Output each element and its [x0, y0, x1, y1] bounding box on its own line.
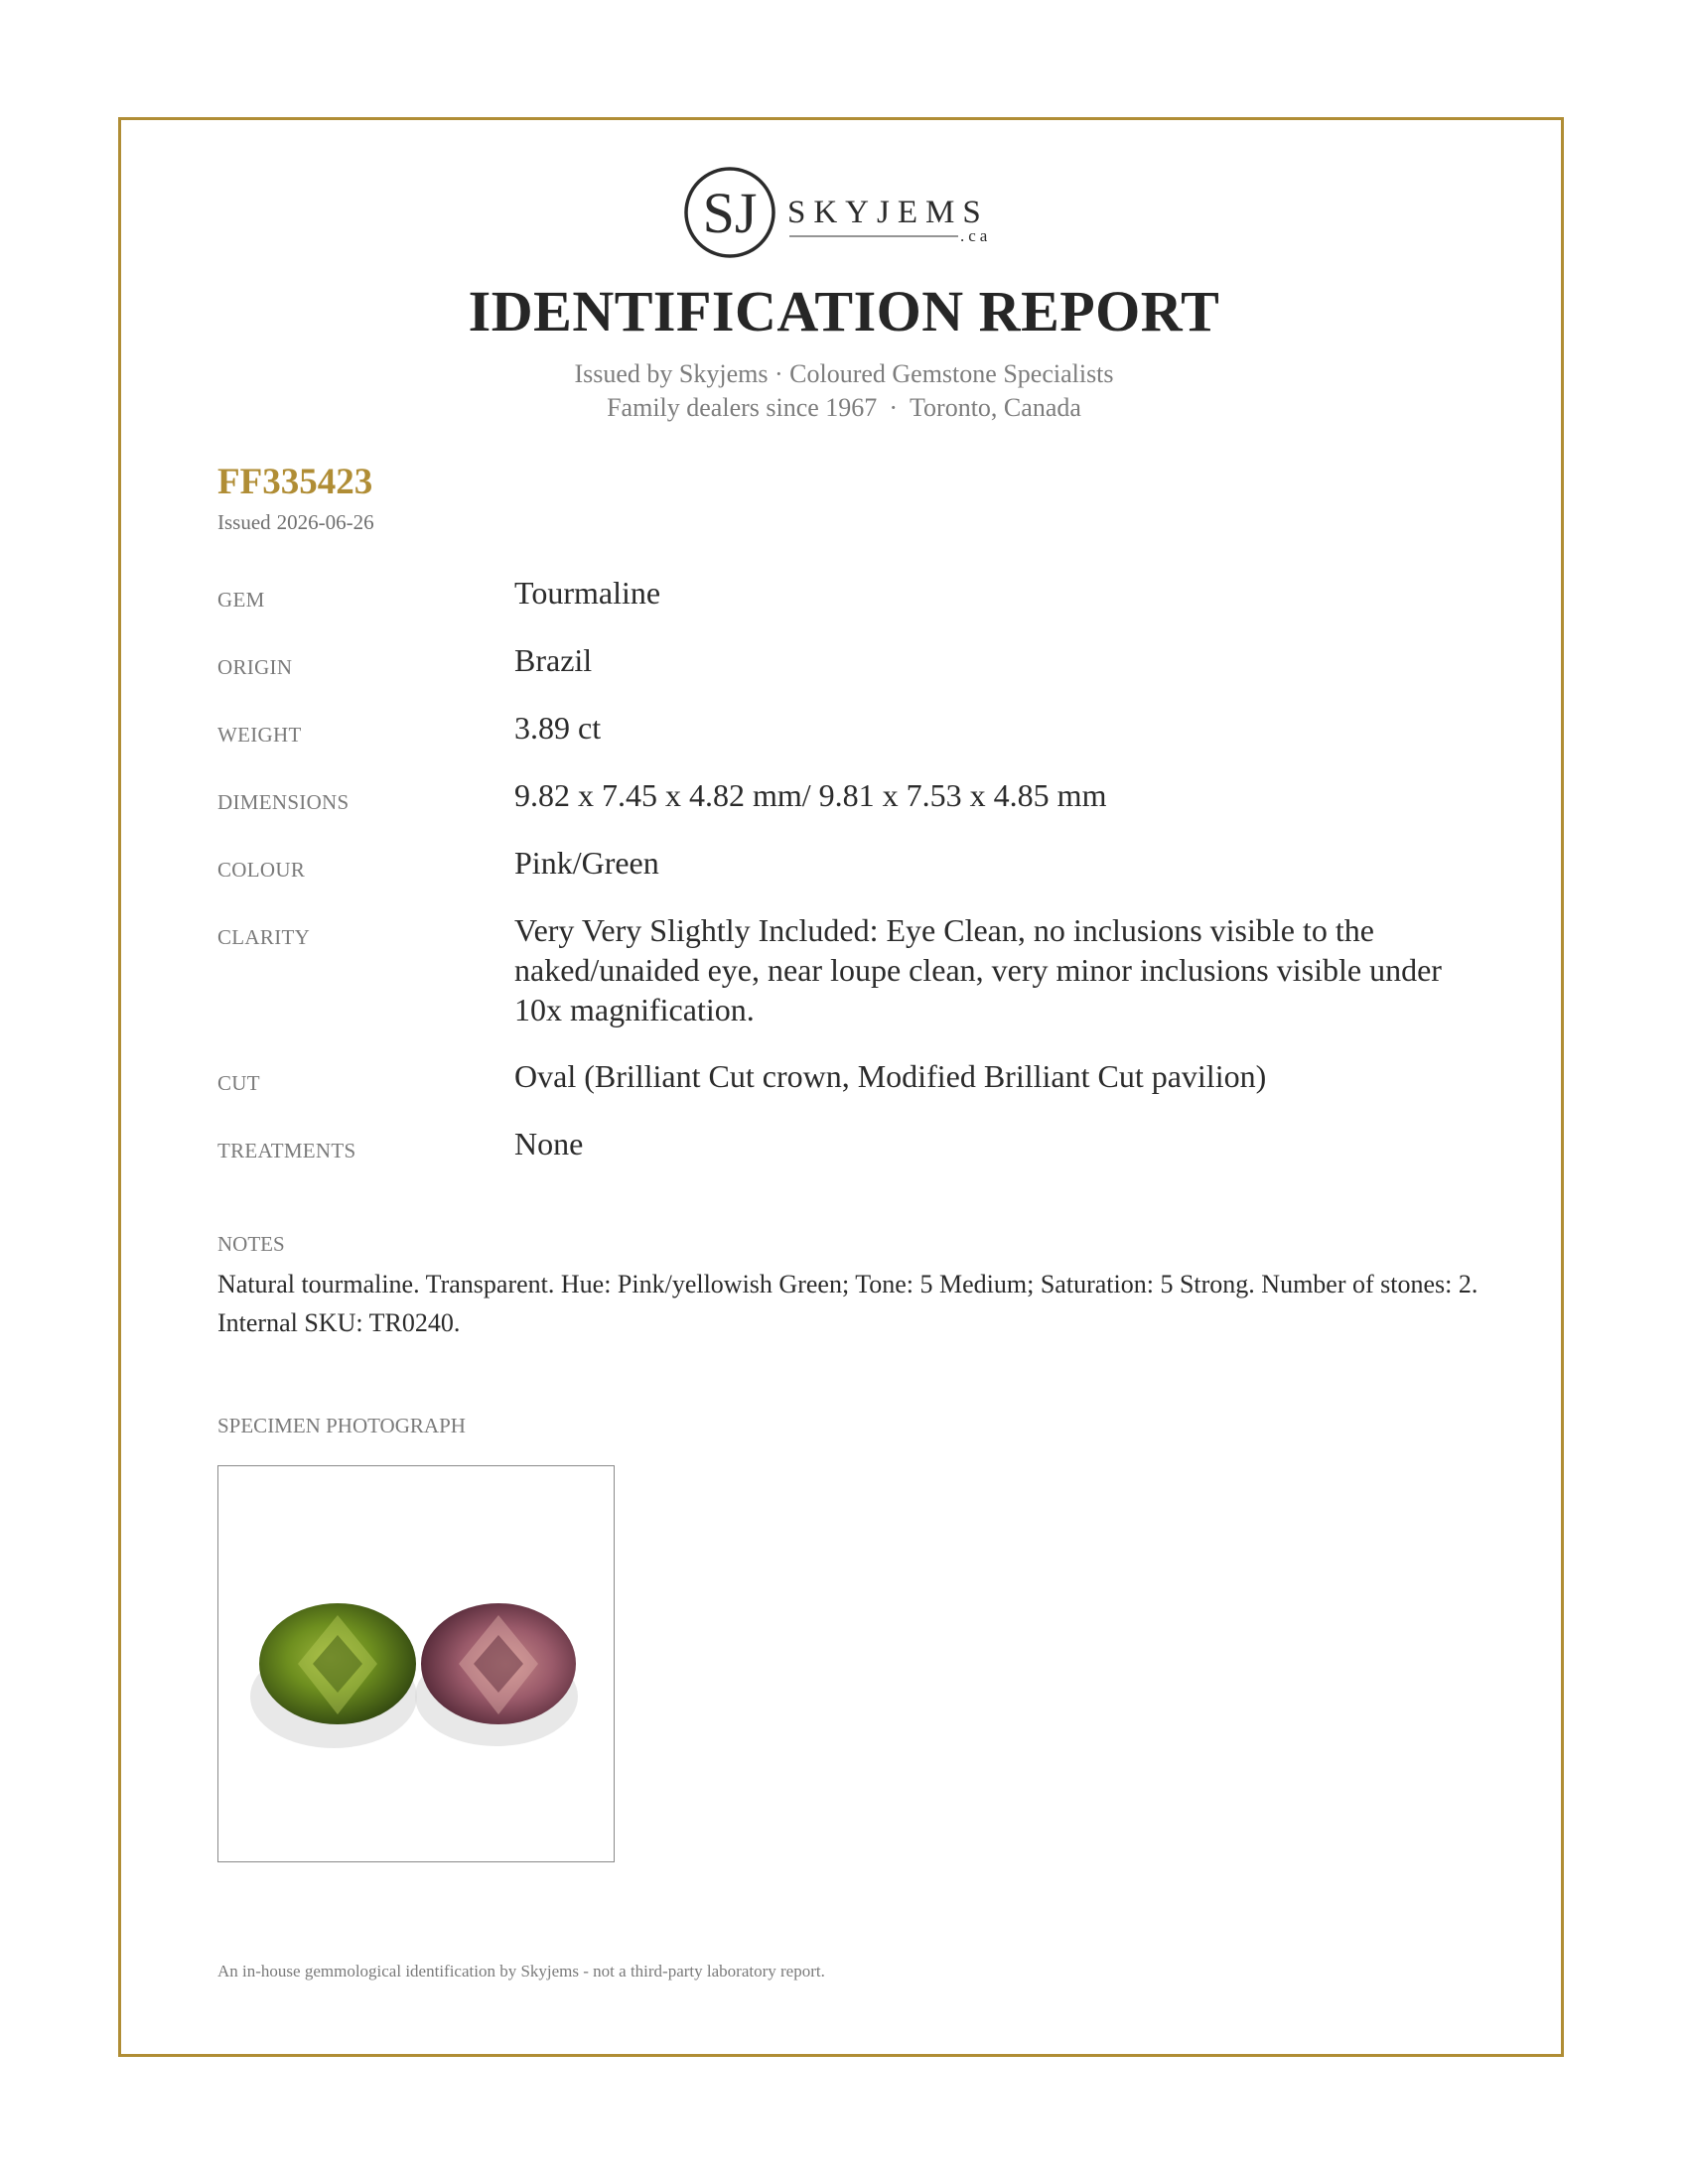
field-label-origin: ORIGIN	[217, 655, 293, 679]
field-value-gem: Tourmaline	[514, 575, 661, 611]
skyjems-logo	[684, 163, 1012, 262]
field-value-weight: 3.89 ct	[514, 710, 602, 746]
issuer-location: Toronto, Canada	[909, 393, 1081, 422]
field-value-clarity: Very Very Slightly Included: Eye Clean, no inclusions visible to the naked/unaided eye, near loupe clean, very minor inclusions visible under 10x magnification.	[514, 912, 1442, 1027]
field-value-dimensions: 9.82 x 7.45 x 4.82 mm/ 9.81 x 7.53 x 4.85 mm	[514, 777, 1107, 813]
issuer-line: Issued by Skyjems · Coloured Gemstone Specialists	[574, 359, 1114, 388]
field-label-clarity: CLARITY	[217, 925, 311, 949]
logo-name: SKYJEMS	[787, 195, 989, 230]
photo-label: SPECIMEN PHOTOGRAPH	[217, 1414, 466, 1437]
field-value-cut: Oval (Brilliant Cut crown, Modified Brilliant Cut pavilion)	[514, 1058, 1267, 1094]
field-label-gem: GEM	[217, 588, 265, 612]
field-value-origin: Brazil	[514, 642, 593, 678]
report-title: IDENTIFICATION REPORT	[468, 279, 1220, 343]
specimen-photo	[217, 1465, 615, 1862]
logo-monogram: SJ	[702, 181, 758, 245]
field-value-colour: Pink/Green	[514, 845, 659, 881]
field-label-dimensions: DIMENSIONS	[217, 790, 350, 814]
field-value-treatments: None	[514, 1126, 584, 1161]
separator-dot: ·	[889, 393, 898, 422]
field-label-treatments: TREATMENTS	[217, 1139, 356, 1162]
report-number: FF335423	[217, 462, 373, 502]
field-label-weight: WEIGHT	[217, 723, 302, 747]
disclaimer-footer: An in-house gemmological identification by Skyjems - not a third-party laboratory report.	[217, 1962, 825, 1980]
issuer-details	[0, 393, 1688, 423]
logo-suffix: .ca	[960, 226, 992, 245]
field-label-cut: CUT	[217, 1071, 260, 1095]
issued-label: Issued	[217, 510, 271, 534]
field-label-colour: COLOUR	[217, 858, 306, 882]
issue-date-line	[217, 510, 374, 535]
notes-label: NOTES	[217, 1232, 285, 1256]
issued-date: 2026-06-26	[276, 510, 374, 534]
notes-text: Natural tourmaline. Transparent. Hue: Pink/yellowish Green; Tone: 5 Medium; Saturation: 5 Strong. Number of stones: 2. Internal SKU: TR0240.	[217, 1270, 1478, 1337]
issuer-history: Family dealers since 1967	[607, 393, 878, 422]
